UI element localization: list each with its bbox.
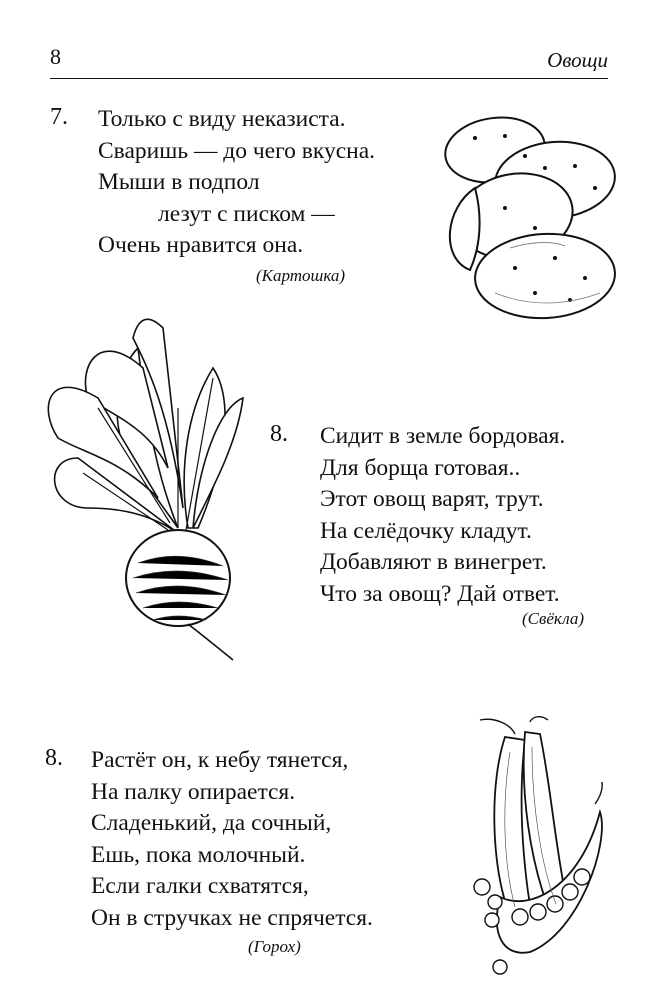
riddle-line: Сваришь — до чего вкусна. [98, 137, 376, 164]
riddle-number: 8. [270, 421, 288, 447]
riddle-number: 8. [45, 745, 63, 771]
riddle-answer: (Картошка) [256, 266, 346, 285]
riddle-line: Этот овощ варят, трут. [320, 486, 544, 512]
riddle-line: Что за овощ? Дай ответ. [320, 580, 560, 607]
riddle-line: На палку опирается. [91, 778, 296, 805]
riddle-line: Только с виду неказиста. [98, 106, 346, 132]
potatoes-illustration [435, 108, 635, 333]
riddle-line: Сладенький, да сочный, [91, 810, 332, 836]
page-number: 8 [50, 44, 61, 69]
riddle-line: Для борща готовая.. [320, 454, 521, 481]
riddle-line: Мыши в подпол [98, 169, 260, 195]
riddle-line: Он в стручках не спрячется. [91, 904, 373, 931]
riddle-line: На селёдочку кладут. [320, 517, 532, 544]
section-title: Овощи [547, 48, 608, 72]
beetroot-illustration [38, 308, 248, 663]
riddle-answer: (Горох) [248, 937, 301, 956]
riddle-line: лезут с писком — [158, 200, 335, 227]
riddle-line: Ешь, пока молочный. [91, 841, 306, 868]
riddle-line: Добавляют в винегрет. [320, 549, 547, 575]
riddle-line: Сидит в земле бордовая. [320, 423, 566, 449]
riddle-line: Если галки схватятся, [91, 873, 309, 899]
riddle-line: Растёт он, к небу тянется, [91, 747, 349, 773]
riddle-line: Очень нравится она. [98, 232, 304, 258]
riddle-number: 7. [50, 104, 68, 130]
riddle-answer: (Свёкла) [522, 609, 584, 628]
page-header [50, 40, 608, 79]
pea-pods-illustration [470, 712, 630, 982]
